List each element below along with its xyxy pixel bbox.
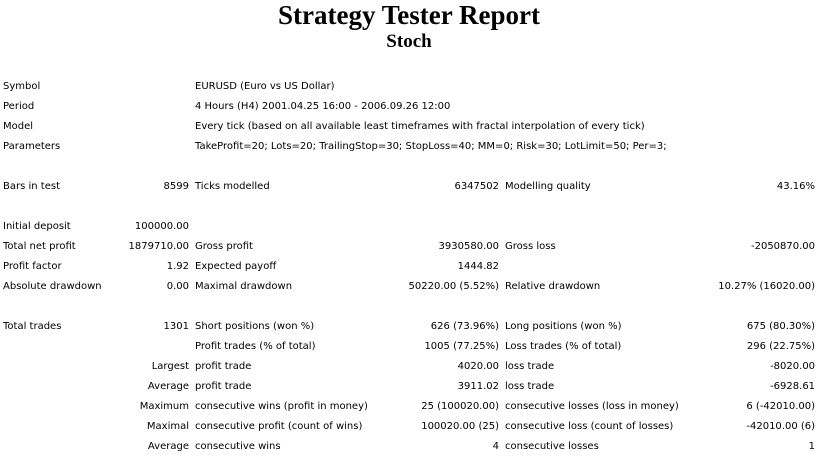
initial-deposit-row: [0, 217, 818, 237]
max-drawdown-value: 50220.00 (5.52%): [408, 281, 499, 292]
average-loss-value: -6928.61: [770, 381, 816, 392]
rel-drawdown-label: Relative drawdown: [505, 281, 601, 292]
gross-loss-value: -2050870.00: [750, 241, 816, 252]
expected-payoff-value: 1444.82: [457, 261, 499, 272]
largest-profit-label: profit trade: [195, 361, 252, 372]
largest-label: Largest: [151, 361, 189, 372]
initial-deposit-label: Initial deposit: [3, 221, 71, 232]
model-value: Every tick (based on all available least timeframes with fractal interpolation of every tick): [195, 121, 645, 132]
profit-trades-label: Profit trades (% of total): [195, 341, 316, 352]
report-title: Strategy Tester Report: [278, 0, 540, 30]
average-profit-value: 3911.02: [457, 381, 499, 392]
abs-drawdown-label: Absolute drawdown: [3, 281, 102, 292]
maximal-loss-label: consecutive loss (count of losses): [505, 421, 674, 432]
symbol-label: Symbol: [3, 81, 41, 92]
loss-trades-label: Loss trades (% of total): [505, 341, 622, 352]
largest-loss-value: -8020.00: [770, 361, 816, 372]
average-row: [0, 377, 818, 397]
avg-cons-wins-label: consecutive wins: [195, 441, 281, 452]
long-positions-value: 675 (80.30%): [746, 321, 816, 332]
expert-name: Stoch: [386, 31, 432, 52]
quality-label: Modelling quality: [505, 181, 591, 192]
maximal-profit-value: 100020.00 (25): [421, 421, 499, 432]
short-positions-value: 626 (73.96%): [430, 321, 499, 332]
average-profit-label: profit trade: [195, 381, 252, 392]
largest-loss-label: loss trade: [505, 361, 555, 372]
parameters-row: [0, 137, 818, 157]
bars-value: 8599: [163, 181, 189, 192]
total-trades-row: [0, 317, 818, 337]
period-row: [0, 97, 818, 117]
maximum-row: [0, 397, 818, 417]
parameters-label: Parameters: [3, 141, 61, 152]
maximal-profit-label: consecutive profit (count of wins): [195, 421, 363, 432]
total-trades-label: Total trades: [3, 321, 62, 332]
max-cons-losses-label: consecutive losses (loss in money): [505, 401, 679, 412]
avg-cons-wins-value: 4: [492, 441, 499, 452]
profit-trades-value: 1005 (77.25%): [424, 341, 499, 352]
short-positions-label: Short positions (won %): [195, 321, 315, 332]
ticks-label: Ticks modelled: [195, 181, 270, 192]
net-profit-label: Total net profit: [3, 241, 76, 252]
long-positions-label: Long positions (won %): [505, 321, 622, 332]
average-consecutive-row: [0, 437, 818, 457]
avg-cons-losses-label: consecutive losses: [505, 441, 599, 452]
maximal-row: [0, 417, 818, 437]
net-profit-row: [0, 237, 818, 257]
gross-loss-label: Gross loss: [505, 241, 556, 252]
period-label: Period: [3, 101, 35, 112]
avg-cons-losses-value: 1: [808, 441, 816, 452]
max-cons-losses-value: 6 (-42010.00): [746, 401, 816, 412]
parameters-value: TakeProfit=20; Lots=20; TrailingStop=30; StopLoss=40; MM=0; Risk=30; LotLimit=50; Per=3;: [195, 141, 667, 152]
average-consecutive-label: Average: [147, 441, 189, 452]
total-trades-value: 1301: [163, 321, 189, 332]
rel-drawdown-value: 10.27% (16020.00): [718, 281, 816, 292]
max-drawdown-label: Maximal drawdown: [195, 281, 293, 292]
model-row: [0, 117, 818, 137]
symbol-row: [0, 77, 818, 97]
profit-factor-value: 1.92: [166, 261, 189, 272]
max-cons-wins-label: consecutive wins (profit in money): [195, 401, 368, 412]
initial-deposit-value: 100000.00: [134, 221, 189, 232]
largest-profit-value: 4020.00: [457, 361, 499, 372]
largest-row: [0, 357, 818, 377]
bars-row: [0, 177, 818, 197]
maximum-label: Maximum: [139, 401, 189, 412]
expected-payoff-label: Expected payoff: [195, 261, 277, 272]
drawdown-row: [0, 277, 818, 297]
net-profit-value: 1879710.00: [128, 241, 189, 252]
profit-factor-row: [0, 257, 818, 277]
maximal-label: Maximal: [146, 421, 189, 432]
report-table: [0, 77, 818, 457]
average-loss-label: loss trade: [505, 381, 555, 392]
max-cons-wins-value: 25 (100020.00): [421, 401, 499, 412]
maximal-loss-value: -42010.00 (6): [746, 421, 816, 432]
period-value: 4 Hours (H4) 2001.04.25 16:00 - 2006.09.26 12:00: [195, 101, 451, 112]
average-label: Average: [147, 381, 189, 392]
gross-profit-label: Gross profit: [195, 241, 253, 252]
loss-trades-value: 296 (22.75%): [746, 341, 816, 352]
ticks-value: 6347502: [454, 181, 499, 192]
abs-drawdown-value: 0.00: [166, 281, 189, 292]
model-label: Model: [3, 121, 34, 132]
symbol-value: EURUSD (Euro vs US Dollar): [195, 81, 335, 92]
quality-value: 43.16%: [776, 181, 816, 192]
gross-profit-value: 3930580.00: [438, 241, 499, 252]
bars-label: Bars in test: [3, 181, 60, 192]
profit-factor-label: Profit factor: [3, 261, 62, 272]
profit-trades-row: [0, 337, 818, 357]
